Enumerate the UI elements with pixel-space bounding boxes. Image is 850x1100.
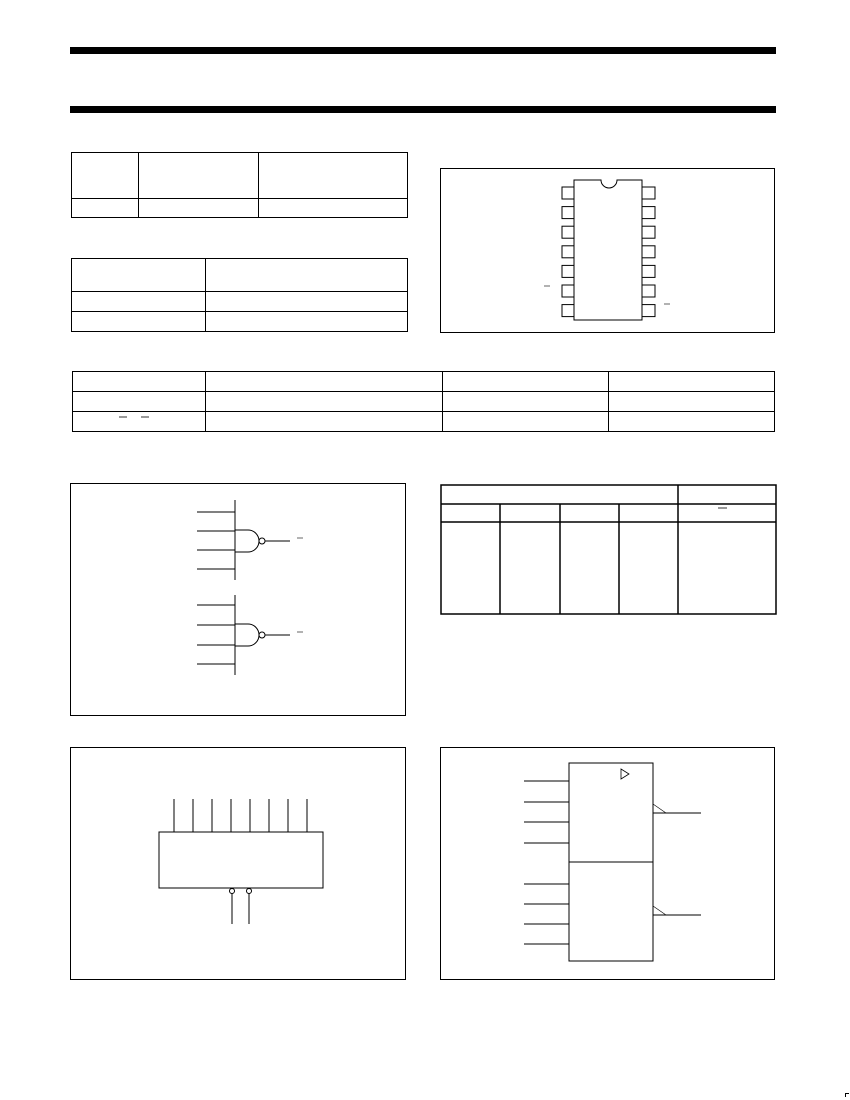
nand-gate-icon xyxy=(71,484,405,715)
loading-table-header-ul xyxy=(443,372,609,392)
buffer-triangle-icon xyxy=(441,748,774,979)
loading-table-header-load xyxy=(609,372,775,392)
loading-table-header-pins xyxy=(73,372,206,392)
type-table-cell xyxy=(72,199,139,218)
logic-symbol-block xyxy=(71,748,405,979)
pin-right xyxy=(642,305,655,317)
function-table xyxy=(440,484,777,615)
pin-right xyxy=(642,207,655,219)
pin-right xyxy=(642,265,655,277)
logic-symbol-figure xyxy=(70,747,406,980)
page-corner-mark xyxy=(845,1093,849,1097)
pin-left xyxy=(562,285,574,297)
dip-package-icon xyxy=(441,169,774,332)
header-rule-bottom xyxy=(70,106,776,113)
logic-diagram-figure xyxy=(70,483,406,716)
loading-table-cell xyxy=(73,412,206,432)
loading-table-cell xyxy=(609,392,775,412)
ordering-table-cell xyxy=(206,292,408,312)
pin-left xyxy=(562,187,574,199)
logic-symbol-iec-figure xyxy=(440,747,775,980)
ordering-table-cell xyxy=(72,312,206,332)
pin-configuration-figure xyxy=(440,168,775,333)
ordering-table-cell xyxy=(206,312,408,332)
pin-left xyxy=(562,246,574,258)
header-rule-top xyxy=(70,47,776,54)
loading-table-cell xyxy=(206,392,443,412)
pin-left xyxy=(562,207,574,219)
type-table-header-type xyxy=(72,153,139,199)
ordering-table-cell xyxy=(72,292,206,312)
loading-table-cell xyxy=(206,412,443,432)
loading-table-cell xyxy=(609,412,775,432)
pin-right xyxy=(642,246,655,258)
loading-table-cell xyxy=(73,392,206,412)
pin-right xyxy=(642,285,655,297)
ordering-table-header-code xyxy=(206,259,408,292)
loading-table xyxy=(72,371,775,432)
ordering-table xyxy=(71,258,408,332)
type-table-header-delay xyxy=(139,153,259,199)
loading-table-header-description xyxy=(206,372,443,392)
type-table-cell xyxy=(259,199,408,218)
overbar-marks xyxy=(117,414,177,422)
type-table xyxy=(71,152,408,218)
loading-table-cell xyxy=(443,392,609,412)
pin-left xyxy=(562,265,574,277)
pin-left xyxy=(562,305,574,317)
pin-right xyxy=(642,187,655,199)
type-table-cell xyxy=(139,199,259,218)
type-table-header-current xyxy=(259,153,408,199)
pin-left xyxy=(562,226,574,238)
ordering-table-header-package xyxy=(72,259,206,292)
loading-table-cell xyxy=(443,412,609,432)
pin-right xyxy=(642,226,655,238)
